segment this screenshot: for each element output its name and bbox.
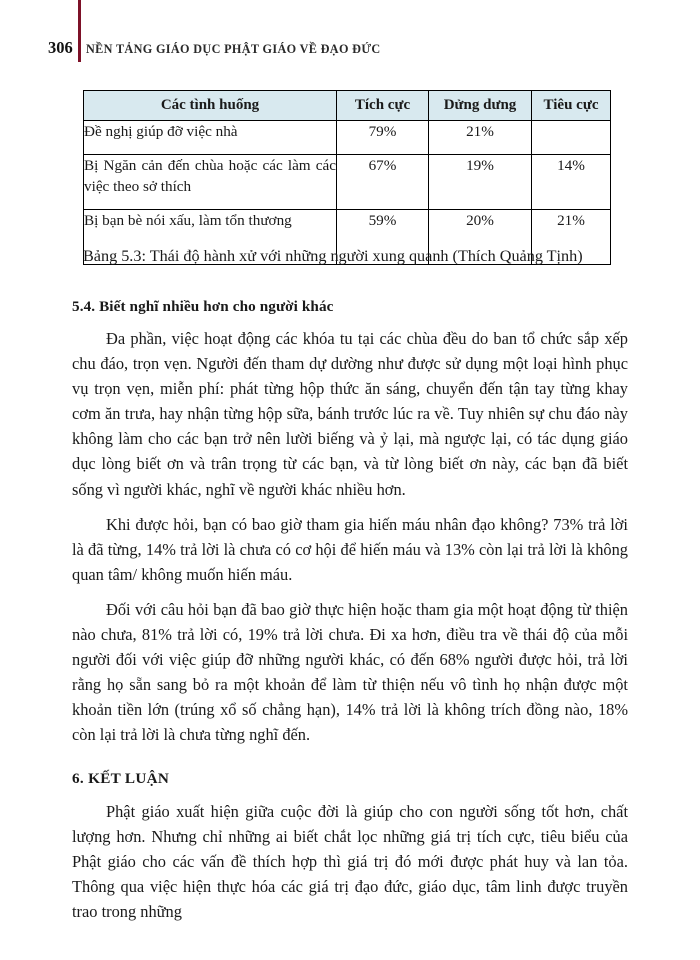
cell-neutral: 20% [429, 210, 532, 265]
section-heading-6: 6. KẾT LUẬN [72, 769, 170, 787]
body-content [72, 296, 628, 924]
section-heading-5-4: 5.4. Biết nghĩ nhiều hơn cho người khác [72, 298, 334, 315]
column-header-positive: Tích cực [337, 91, 429, 121]
table-row [84, 121, 611, 155]
cell-positive: 79% [337, 121, 429, 155]
table-caption: Bảng 5.3: Thái độ hành xử với những người xung quanh (Thích Quảng Tịnh) [83, 247, 583, 265]
running-head-title: NỀN TẢNG GIÁO DỤC PHẬT GIÁO VỀ ĐẠO ĐỨC [86, 42, 381, 56]
column-header-negative: Tiêu cực [532, 91, 611, 121]
cell-situation: Đề nghị giúp đỡ việc nhà [84, 121, 337, 155]
column-header-neutral: Dửng dưng [429, 91, 532, 121]
cell-negative [532, 121, 611, 155]
cell-neutral: 21% [429, 121, 532, 155]
paragraph-5-4-3: Đối với câu hỏi bạn đã bao giờ thực hiện hoặc tham gia một hoạt động từ thiện nào chưa, 81% trả lời có, 19% trả lời chưa. Đi xa hơn, điều tra về thái độ của mỗi người đối với việc giúp đỡ những người khác, có đến 68% người được hỏi, trả lời rằng họ sẵn sang bỏ ra một khoản để làm từ thiện nếu vô tình họ nhận được một khoản tiền lớn (trúng xổ số chẳng hạn), 14% trả lời là không trích đồng nào, 18% còn lại trả lời là chưa từng nghĩ đến. [72, 599, 628, 745]
cell-situation: Bị Ngăn cản đến chùa hoặc các làm các việc theo sở thích [84, 155, 337, 210]
paragraph-6-1: Phật giáo xuất hiện giữa cuộc đời là giúp cho con người sống tốt hơn, chất lượng hơn. Nhưng chỉ những ai biết chắt lọc những giá trị tích cực, tiêu biểu của Phật giáo cho các vấn đề thích hợp thì giá trị đó mới được phát huy và lan tỏa. Thông qua việc hiện thực hóa các giá trị đạo đức, giáo dục, tâm linh được truyền trao trong những [72, 801, 628, 921]
cell-neutral: 19% [429, 155, 532, 210]
cell-situation: Bị bạn bè nói xấu, làm tổn thương [84, 210, 337, 265]
page-number: 306 [48, 38, 73, 57]
table-row [84, 155, 611, 210]
paragraph-5-4-1: Đa phần, việc hoạt động các khóa tu tại các chùa đều do ban tổ chức sắp xếp chu đáo, trọn vẹn. Người đến tham dự dường như được sử dụng một loại hình phục vụ trọn vẹn, miễn phí: phát từng hộp thức ăn sáng, chuyển đến tận tay từng khay cơm ăn trưa, hay nhận từng hộp sữa, bánh trước lúc ra về. Tuy nhiên sự chu đáo này không làm cho các bạn trở nên lười biếng và ỷ lại, mà ngược lại, có tác dụng giáo dục lòng biết ơn và trân trọng từ các bạn, và từ lòng biết ơn này, các bạn đã biết sống vì người khác, nghĩ về người khác nhiều hơn. [72, 329, 628, 499]
survey-results-table [83, 90, 611, 265]
paragraph-5-4-2: Khi được hỏi, bạn có bao giờ tham gia hiến máu nhân đạo không? 73% trả lời là đã từng, 14% trả lời là chưa có cơ hội để hiến máu và 13% còn lại trả lời là không quan tâm/ không muốn hiến máu. [72, 514, 628, 584]
cell-positive: 67% [337, 155, 429, 210]
header-accent-rule [78, 0, 81, 62]
cell-negative: 21% [532, 210, 611, 265]
cell-positive: 59% [337, 210, 429, 265]
table-header-row [84, 91, 611, 121]
column-header-situation: Các tình huống [84, 91, 337, 121]
cell-negative: 14% [532, 155, 611, 210]
